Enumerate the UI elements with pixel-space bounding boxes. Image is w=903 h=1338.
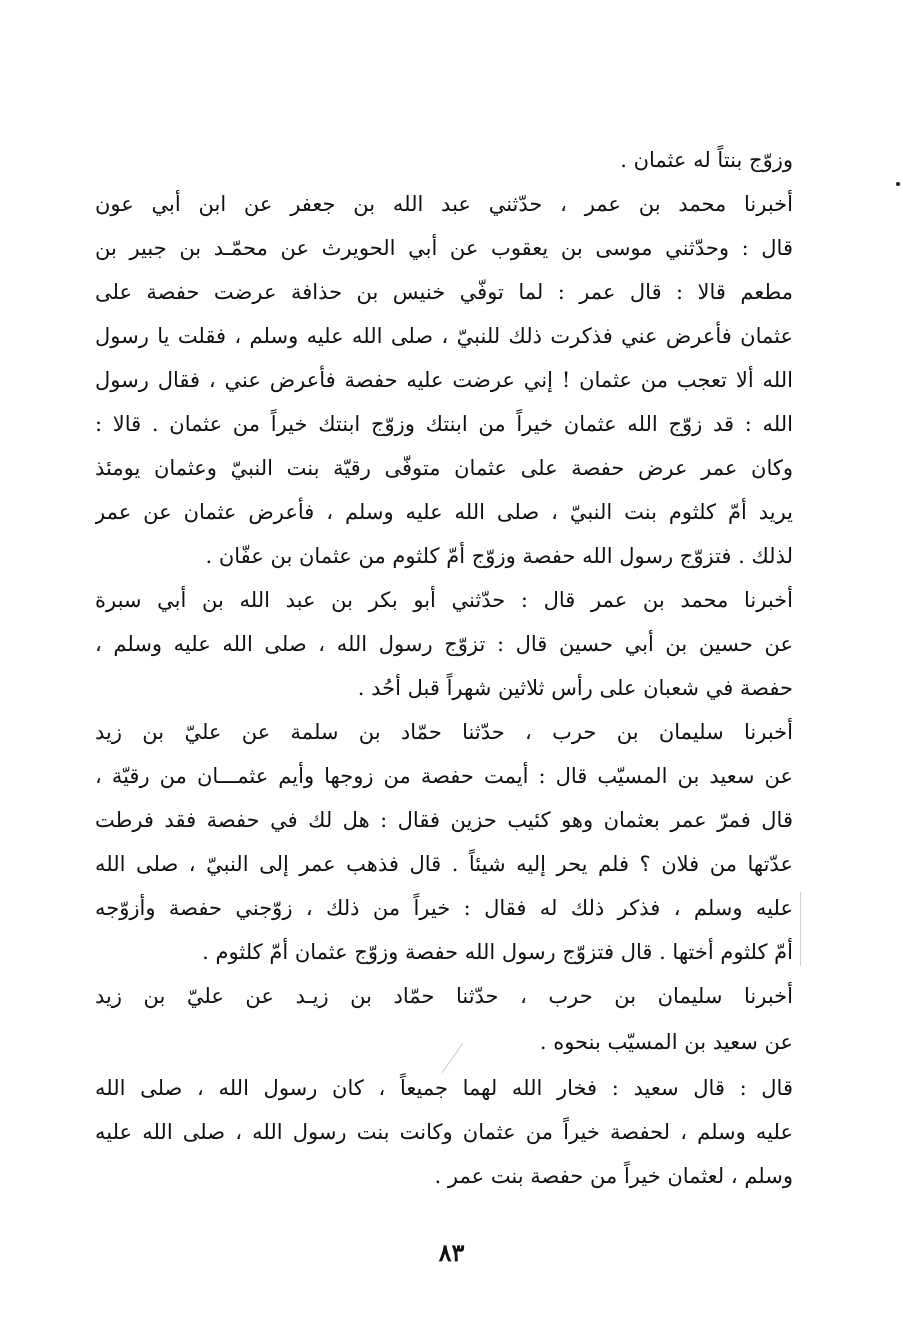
text-line: أخبرنا سليمان بن حرب ، حدّثنا حمّاد بن زيـد عن عليّ بن زيد [95,984,793,1008]
text-line: الله ألا تعجب من عثمان ! إني عرضت عليه حفصة فأعرض عني ، فقال رسول [95,368,793,392]
body-text [95,138,793,1198]
text-line: أخبرنا محمد بن عمر ، حدّثني عبد الله بن جعفر عن ابن أبي عون [95,192,793,216]
text-line: عدّتها من فلان ؟ فلم يحر إليه شيئاً . قال فذهب عمر إلى النبيّ ، صلى الله [95,852,793,876]
text-line: عليه وسلم ، لحفصة خيراً من عثمان وكانت بنت رسول الله ، صلى الله عليه [95,1120,793,1144]
text-line: عن سعيد بن المسيّب قال : أيمت حفصة من زوجها وأيم عثمـــان من رقيّة ، [95,764,793,788]
edge-speck [896,182,900,186]
margin-mark [800,892,801,966]
text-line: قال : قال سعيد : فخار الله لهما جميعاً ، كان رسول الله ، صلى الله [95,1076,793,1100]
text-line: وسلم ، لعثمان خيراً من حفصة بنت عمر . [434,1164,793,1188]
text-line: حفصة في شعبان على رأس ثلاثين شهراً قبل أحُد . [357,676,793,700]
text-line: أمّ كلثوم أختها . قال فتزوّج رسول الله حفصة وزوّج عثمان أمّ كلثوم . [202,940,793,964]
text-line: يريد أمّ كلثوم بنت النبيّ ، صلى الله عليه وسلم ، فأعرض عثمان عن عمر [95,500,793,524]
text-line: الله : قد زوّج الله عثمان خيراً من ابنتك وزوّج ابنتك خيراً من عثمان . قالا : [95,412,793,436]
text-line: قال : وحدّثني موسى بن يعقوب عن أبي الحويرث عن محمّـد بن جبير بن [95,236,793,260]
text-line: أخبرنا سليمان بن حرب ، حدّثنا حمّاد بن سلمة عن عليّ بن زيد [95,720,793,744]
text-line: قال فمرّ عمر بعثمان وهو كئيب حزين فقال : هل لك في حفصة فقد فرطت [95,808,793,832]
text-line: مطعم قالا : قال عمر : لما توفّي خنيس بن حذافة عرضت حفصة على [95,280,793,304]
text-line: أخبرنا محمد بن عمر قال : حدّثني أبو بكر بن عبد الله بن أبي سبرة [95,588,793,612]
text-line: عن سعيد بن المسيّب بنحوه . [539,1030,793,1054]
text-line: لذلك . فتزوّج رسول الله حفصة وزوّج أمّ كلثوم من عثمان بن عفّان . [205,544,793,568]
page-number: ٨٣ [438,1238,465,1267]
text-line: وزوّج بنتاً له عثمان . [620,148,793,172]
text-line: عن حسين بن أبي حسين قال : تزوّج رسول الله ، صلى الله عليه وسلم ، [95,632,793,656]
text-line: عليه وسلم ، فذكر ذلك له فقال : خيراً من ذلك ، زوّجني حفصة وأزوّجه [95,896,793,920]
text-line: عثمان فأعرض عني فذكرت ذلك للنبيّ ، صلى الله عليه وسلم ، فقلت يا رسول [95,324,793,348]
text-line: وكان عمر عرض حفصة على عثمان متوفّى رقيّة بنت النبيّ وعثمان يومئذ [95,456,793,480]
